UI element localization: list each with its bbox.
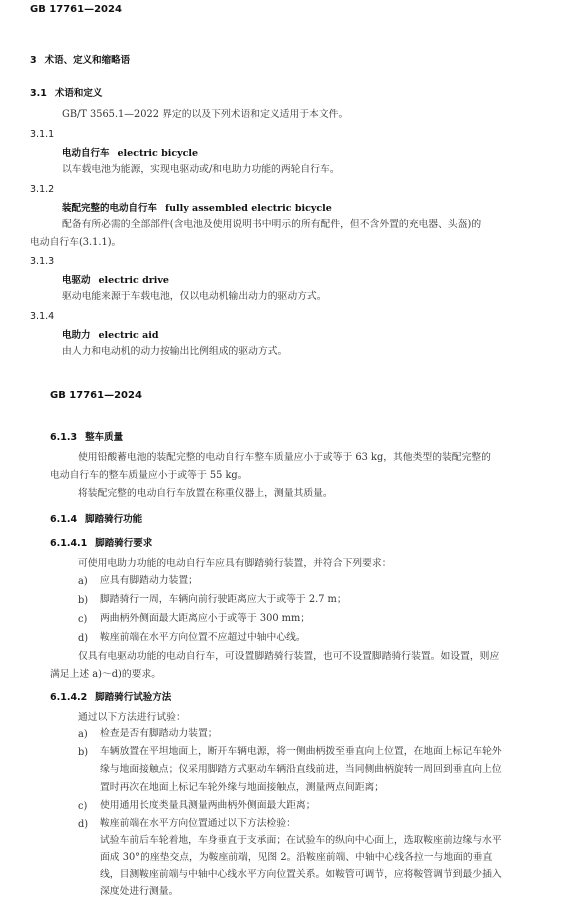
list-label: d) — [78, 819, 89, 830]
term-cn: 装配完整的电动自行车 — [62, 203, 158, 214]
subsection-title: 术语和定义 — [54, 88, 103, 99]
subsection-number: 3.1 — [30, 88, 47, 99]
clause-number: 6.1.3 — [50, 432, 78, 443]
list-item: 应具有脚踏动力装置； — [100, 575, 198, 586]
clause-title: 脚踏骑行试验方法 — [95, 692, 172, 703]
list-item-cont: 面成 30°的座垫交点，为鞍座前端，见图 2。沿鞍座前端、中轴中心线各拉一与地面的垂直 — [100, 852, 493, 863]
list-item: 鞍座前端在水平方向位置不应超过中轴中心线。 — [100, 632, 306, 643]
clause-number: 6.1.4 — [50, 514, 78, 525]
list-item-cont: 试验车前后车轮着地，车身垂直于支承面；在试验车的纵向中心面上，选取鞍座前边缘与水平 — [100, 835, 502, 846]
term-cn: 电动自行车 — [62, 148, 110, 159]
terms-intro: GB/T 3565.1—2022 界定的以及下列术语和定义适用于本文件。 — [62, 109, 349, 120]
list-label: b) — [78, 595, 89, 606]
list-item: 鞍座前端在水平方向位置通过以下方法检验： — [100, 818, 296, 829]
clause-title: 整车质量 — [85, 432, 124, 443]
clause-text: 电动自行车的整车质量应小于或等于 55 kg。 — [50, 470, 248, 481]
list-item-cont: 深度处进行测量。 — [100, 886, 179, 897]
list-label: d) — [78, 633, 89, 644]
section-number: 3 — [30, 55, 37, 66]
term-definition: 以车载电池为能源，实现电驱动或/和电助力功能的两轮自行车。 — [62, 164, 340, 175]
term-title — [62, 145, 198, 159]
standard-number: GB 17761—2024 — [50, 390, 142, 401]
clause-heading-6-1-4-2 — [50, 689, 171, 703]
list-label: a) — [78, 729, 88, 740]
clause-intro: 通过以下方法进行试验： — [78, 712, 186, 723]
section-title: 术语、定义和缩略语 — [44, 55, 131, 66]
term-number: 3.1.1 — [30, 129, 55, 140]
section-heading — [30, 52, 130, 66]
list-label: a) — [78, 576, 88, 587]
list-item: 使用通用长度类量具测量两曲柄外侧面最大距离； — [100, 800, 316, 811]
term-cn: 电助力 — [62, 330, 91, 341]
term-definition: 由人力和电动机的动力按输出比例组成的驱动方式。 — [62, 346, 288, 357]
list-item: 检查是否有脚踏动力装置； — [100, 728, 218, 739]
clause-text: 仅具有电驱动功能的电动自行车，可设置脚踏骑行装置，也可不设置脚踏骑行装置。如设置，则应 — [78, 651, 500, 662]
term-en: electric drive — [98, 275, 169, 286]
list-item: 脚踏骑行一周，车辆向前行驶距离应大于或等于 2.7 m； — [100, 594, 347, 605]
list-label: b) — [78, 747, 89, 758]
term-definition: 驱动电能来源于车载电池，仅以电动机输出动力的驱动方式。 — [62, 291, 327, 302]
clause-text: 满足上述 a)～d)的要求。 — [50, 669, 162, 680]
term-number: 3.1.3 — [30, 256, 55, 267]
list-item: 车辆放置在平坦地面上，断开车辆电源，将一侧曲柄拨至垂直向上位置，在地面上标记车轮外 — [100, 746, 502, 757]
term-title — [62, 272, 169, 286]
term-definition: 配备有所必需的全部部件(含电池及使用说明书中明示的所有配件，但不含外置的充电器、头盔)的 — [62, 219, 482, 230]
list-label: c) — [78, 614, 88, 625]
clause-number: 6.1.4.2 — [50, 692, 88, 703]
term-number: 3.1.4 — [30, 311, 55, 322]
term-en: electric bicycle — [117, 148, 199, 159]
clause-text: 使用铅酸蓄电池的装配完整的电动自行车整车质量应小于或等于 63 kg，其他类型的装配完整的 — [78, 452, 491, 463]
clause-heading-6-1-4 — [50, 511, 142, 525]
term-en: electric aid — [98, 330, 159, 341]
page-lower — [0, 386, 579, 897]
clause-heading-6-1-4-1 — [50, 535, 152, 549]
list-label: c) — [78, 801, 88, 812]
term-title — [62, 200, 332, 214]
list-item: 两曲柄外侧面最大距离应小于或等于 300 mm； — [100, 613, 311, 624]
clause-text: 将装配完整的电动自行车放置在称重仪器上，测量其质量。 — [78, 488, 333, 499]
term-title — [62, 327, 159, 341]
list-item-cont: 置时再次在地面上标记车轮外缘与地面接触点，测量两点间距离； — [100, 782, 385, 793]
page-upper — [0, 0, 579, 372]
clause-title: 脚踏骑行功能 — [85, 514, 143, 525]
list-item-cont: 线，目测鞍座前端与中轴中心线水平方向位置关系。如鞍管可调节，应将鞍管调节到最少插入 — [100, 869, 502, 880]
term-cn: 电驱动 — [62, 275, 91, 286]
list-item-cont: 缘与地面接触点；仪采用脚踏方式驱动车辆沿直线前进，当同侧曲柄旋转一周回到垂直向上位 — [100, 764, 502, 775]
clause-intro: 可使用电助力功能的电动自行车应具有脚踏骑行装置，并符合下列要求： — [78, 558, 392, 569]
clause-number: 6.1.4.1 — [50, 538, 88, 549]
subsection-heading — [30, 85, 102, 99]
term-definition-cont: 电动自行车(3.1.1)。 — [30, 237, 122, 248]
term-number: 3.1.2 — [30, 184, 55, 195]
term-en: fully assembled electric bicycle — [165, 203, 332, 214]
standard-number: GB 17761—2024 — [30, 4, 122, 15]
clause-title: 脚踏骑行要求 — [95, 538, 153, 549]
clause-heading-6-1-3 — [50, 429, 123, 443]
